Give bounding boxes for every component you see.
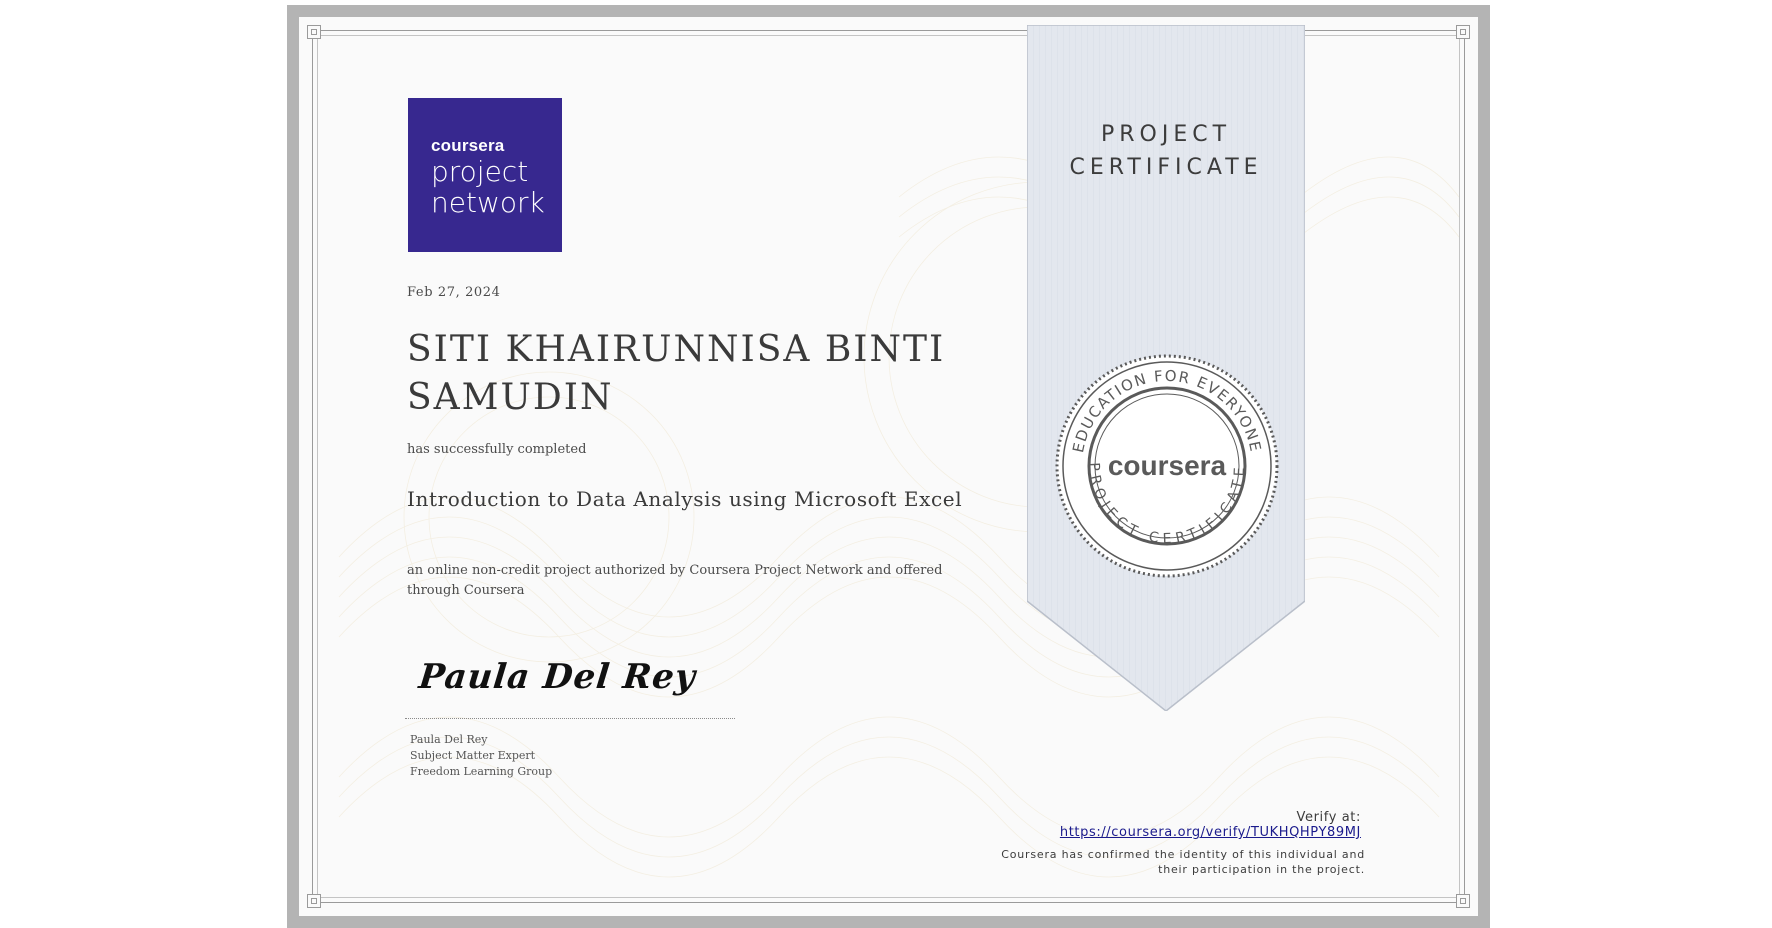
- logo-line-project: project: [431, 155, 529, 188]
- signer-role: Subject Matter Expert: [410, 749, 536, 762]
- recipient-name: SITI KHAIRUNNISA BINTI SAMUDIN: [407, 329, 946, 418]
- issue-date: Feb 27, 2024: [407, 285, 501, 300]
- verify-note-line1: Coursera has confirmed the identity of this individual and: [1001, 848, 1365, 861]
- course-title: Introduction to Data Analysis using Microsoft Excel: [407, 487, 963, 511]
- ribbon-title: [1027, 118, 1305, 184]
- coursera-project-network-logo: [408, 98, 562, 252]
- ribbon-title-line2: CERTIFICATE: [1069, 155, 1263, 180]
- logo-line-network: network: [431, 186, 545, 219]
- logo-brand: coursera: [431, 136, 505, 155]
- corner-ornament: [307, 894, 321, 908]
- corner-ornament: [1456, 894, 1470, 908]
- certificate-paper: [299, 17, 1478, 916]
- seal-center-text: coursera: [1107, 450, 1227, 481]
- seal-bottom-text: PROJECT CERTIFICATE: [1085, 462, 1249, 548]
- signer-organization: Freedom Learning Group: [410, 765, 553, 778]
- signer-block: [410, 732, 552, 780]
- seal-top-text: EDUCATION FOR EVERYONE: [1069, 366, 1265, 455]
- signer-name: Paula Del Rey: [410, 733, 488, 746]
- verify-link[interactable]: https://coursera.org/verify/TUKHQHPY89MJ: [1059, 825, 1361, 840]
- verify-note-line2: their participation in the project.: [1158, 863, 1365, 876]
- corner-ornament: [307, 25, 321, 39]
- corner-ornament: [1456, 25, 1470, 39]
- ribbon-title-line1: PROJECT: [1100, 122, 1232, 147]
- coursera-seal: [1054, 353, 1280, 579]
- verify-note: [919, 847, 1365, 877]
- signature-image: Paula Del Rey: [416, 657, 698, 697]
- completed-text: has successfully completed: [407, 442, 587, 457]
- signature-line: [405, 718, 735, 719]
- verify-label: Verify at:: [1296, 810, 1361, 825]
- certificate-description: an online non-credit project authorized by Coursera Project Network and offered through Coursera: [407, 563, 943, 598]
